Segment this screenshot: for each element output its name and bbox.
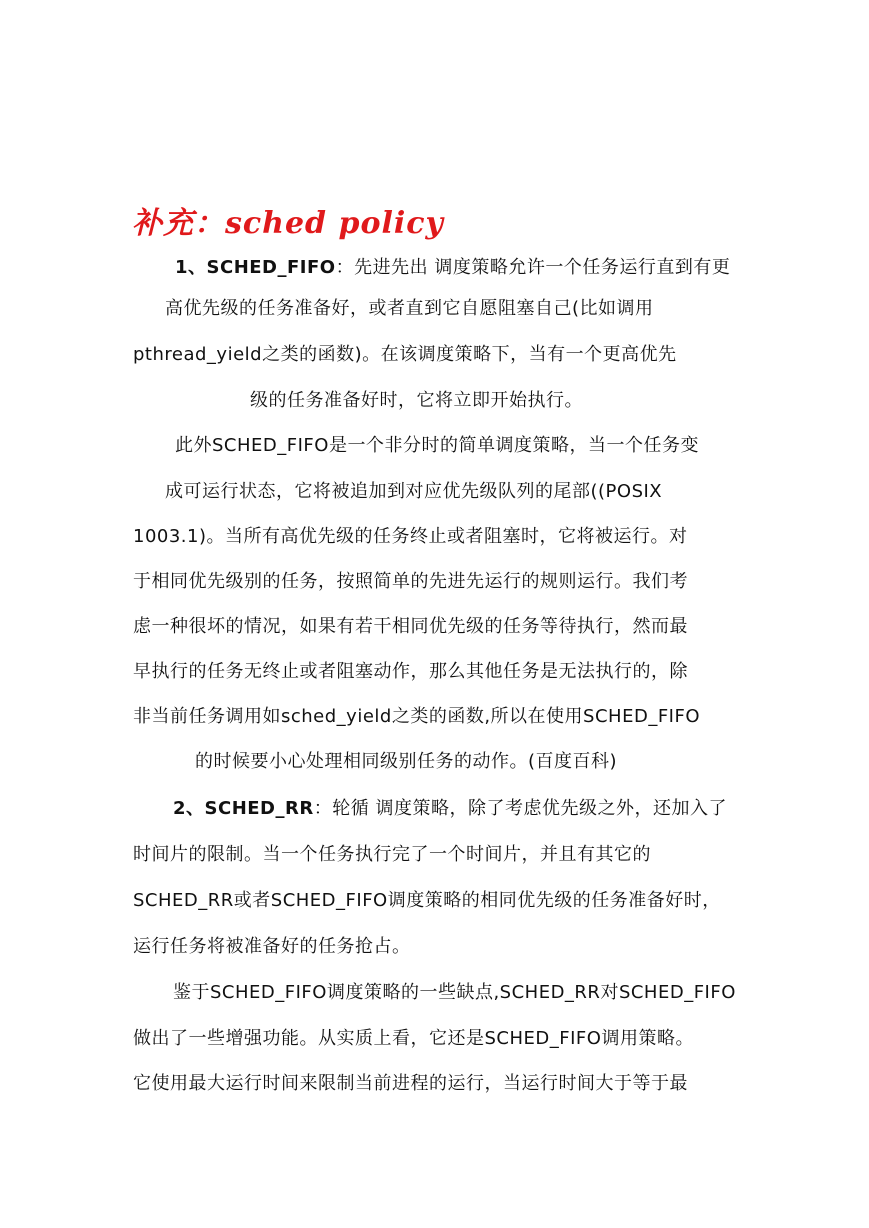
text-line: 虑一种很坏的情况，如果有若干相同优先级的任务等待执行，然而最 <box>133 616 688 637</box>
text-line: pthread_yield之类的函数)。在该调度策略下，当有一个更高优先 <box>133 344 677 365</box>
text-line: 早执行的任务无终止或者阻塞动作，那么其他任务是无法执行的，除 <box>133 661 688 682</box>
text-line: 此外SCHED_FIFO是一个非分时的简单调度策略，当一个任务变 <box>175 435 699 456</box>
sched-rr-label: 2、SCHED_RR <box>173 798 314 819</box>
text-line: 运行任务将被准备好的任务抢占。 <box>133 936 411 957</box>
text-line: 做出了一些增强功能。从实质上看，它还是SCHED_FIFO调用策略。 <box>133 1028 694 1049</box>
text-line: 非当前任务调用如sched_yield之类的函数,所以在使用SCHED_FIFO <box>133 706 701 727</box>
section-title: 补充：sched policy <box>132 206 444 241</box>
text-line: 它使用最大运行时间来限制当前进程的运行，当运行时间大于等于最 <box>133 1073 688 1094</box>
sched-rr-heading-line <box>173 796 727 822</box>
text-line: 高优先级的任务准备好，或者直到它自愿阻塞自己(比如调用 <box>165 298 654 319</box>
text-line: SCHED_RR或者SCHED_FIFO调度策略的相同优先级的任务准备好时， <box>133 890 721 911</box>
text-line: 级的任务准备好时，它将立即开始执行。 <box>250 390 583 411</box>
text-line: 鉴于SCHED_FIFO调度策略的一些缺点,SCHED_RR对SCHED_FIFO <box>173 982 736 1003</box>
text-line: ：先进先出 调度策略允许一个任务运行直到有更 <box>335 257 731 278</box>
text-line: 于相同优先级别的任务，按照简单的先进先运行的规则运行。我们考 <box>133 571 688 592</box>
sched-fifo-label: 1、SCHED_FIFO <box>175 257 336 278</box>
text-line: 成可运行状态，它将被追加到对应优先级队列的尾部((POSIX <box>165 481 663 502</box>
sched-fifo-heading-line <box>175 255 730 281</box>
text-line: 时间片的限制。当一个任务执行完了一个时间片，并且有其它的 <box>133 844 651 865</box>
text-line: 的时候要小心处理相同级别任务的动作。(百度百科) <box>195 751 618 772</box>
text-line: 1003.1)。当所有高优先级的任务终止或者阻塞时，它将被运行。对 <box>133 526 688 547</box>
text-line: ：轮循 调度策略，除了考虑优先级之外，还加入了 <box>313 798 727 819</box>
